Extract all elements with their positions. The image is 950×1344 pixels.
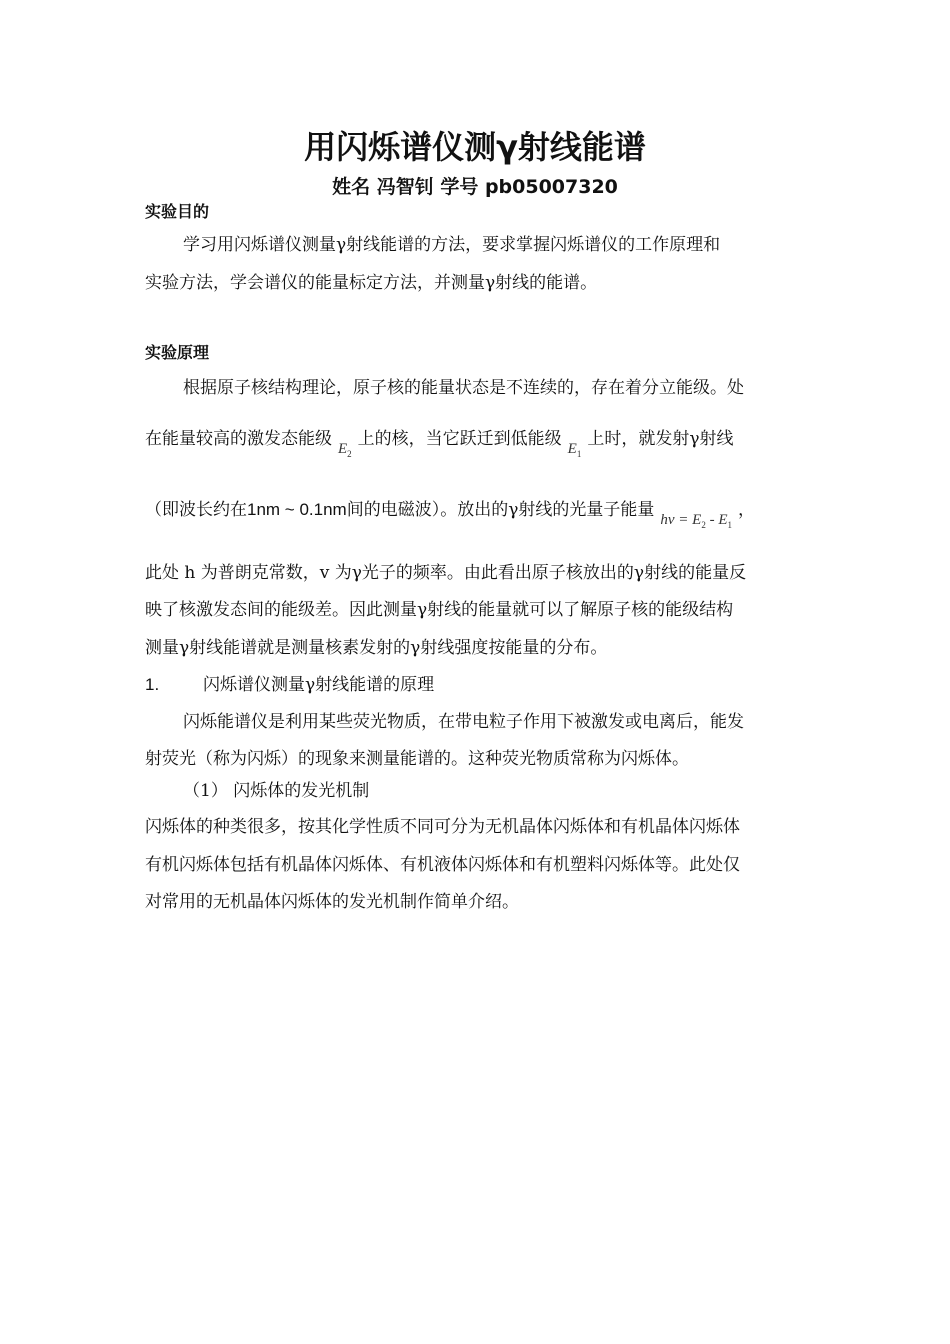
author-line: 姓名 冯智钊 学号 pb05007320 xyxy=(332,176,618,198)
mechanism-para-line-3: 对常用的无机晶体闪烁体的发光机制作简单介绍。 xyxy=(145,892,519,912)
principle-line-1: 根据原子核结构理论，原子核的能量状态是不连续的，存在着分立能级。处 xyxy=(183,378,744,398)
item-1-heading: （1） 闪烁体的发光机制 xyxy=(183,781,370,801)
principle-line-2c: 上时，就发射γ射线 xyxy=(587,429,734,449)
principle-line-3a: （即波长约在 xyxy=(145,500,247,520)
principle-line-5: 映了核激发态间的能级差。因此测量γ射线的能量就可以了解原子核的能级结构 xyxy=(145,600,734,620)
purpose-line-1: 学习用闪烁谱仪测量γ射线能谱的方法，要求掌握闪烁谱仪的工作原理和 xyxy=(183,235,721,255)
principle-line-2 xyxy=(145,427,810,457)
principle-line-3 xyxy=(145,498,810,528)
scintillator-para-line-1: 闪烁能谱仪是利用某些荧光物质，在带电粒子作用下被激发或电离后，能发 xyxy=(183,712,744,732)
section-heading-purpose: 实验目的 xyxy=(145,202,210,221)
mechanism-para-line-1: 闪烁体的种类很多，按其化学性质不同可分为无机晶体闪烁体和有机晶体闪烁体 xyxy=(145,817,740,837)
principle-line-3d: ， xyxy=(738,500,756,520)
purpose-line-2: 实验方法，学会谱仪的能量标定方法，并测量γ射线的能谱。 xyxy=(145,273,598,293)
subsection-1-number: 1. xyxy=(145,675,160,694)
subsection-1 xyxy=(145,673,810,697)
subsection-1-title: 闪烁谱仪测量γ射线能谱的原理 xyxy=(203,675,435,695)
mechanism-para-line-2: 有机闪烁体包括有机晶体闪烁体、有机液体闪烁体和有机塑料闪烁体等。此处仅 xyxy=(145,855,740,875)
energy-level-e1: $E_1$ xyxy=(567,441,582,459)
principle-line-3c: 间的电磁波）。放出的γ射线的光量子能量 xyxy=(346,500,655,520)
photon-energy-equation: hv = $E_2 - E_1$ xyxy=(660,512,733,530)
document-title: 用闪烁谱仪测γ射线能谱 xyxy=(304,128,646,166)
energy-level-e2: $E_2$ xyxy=(338,441,352,459)
principle-line-2a: 在能量较高的激发态能级 xyxy=(145,429,332,449)
section-heading-principle: 实验原理 xyxy=(145,343,210,362)
principle-line-4: 此处 h 为普朗克常数，v 为γ光子的频率。由此看出原子核放出的γ射线的能量反 xyxy=(145,563,747,583)
scintillator-para-line-2: 射荧光（称为闪烁）的现象来测量能谱的。这种荧光物质常称为闪烁体。 xyxy=(145,749,689,769)
principle-line-6: 测量γ射线能谱就是测量核素发射的γ射线强度按能量的分布。 xyxy=(145,638,608,658)
wavelength-range: 1nm ~ 0.1nm xyxy=(247,500,347,519)
principle-line-2b: 上的核，当它跃迁到低能级 xyxy=(357,429,562,449)
